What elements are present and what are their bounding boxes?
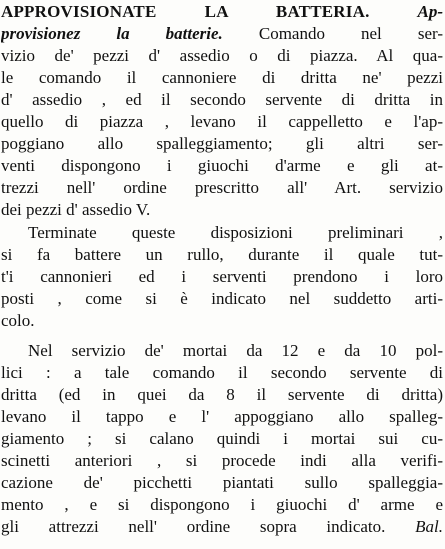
text-line: dritta (ed in quei da 8 il servente di dritta) xyxy=(1,385,443,404)
heading-caps: APPROVISIONATE LA BATTERIA. xyxy=(1,2,370,21)
text-line: le comando il cannoniere di dritta ne' pezzi xyxy=(1,68,443,87)
text-line: t'i cannonieri ed i serventi prendono i loro xyxy=(1,267,443,286)
text-line: poggiano allo spalleggiamento; gli altri ser- xyxy=(1,134,443,153)
text-line: mento , e si dispongono i giuochi d' arme e xyxy=(1,495,443,514)
french-term: provisionez la batterie. xyxy=(1,24,223,43)
text-line: d' assedio , ed il secondo servente di dritta in xyxy=(1,90,443,109)
text-line: cazione de' picchetti piantati sullo spalleggia- xyxy=(1,473,443,492)
text-line: scinetti anteriori , si procede indi alla verifi- xyxy=(1,451,443,470)
heading-italic: Ap- xyxy=(417,2,443,21)
text-line: vizio de' pezzi d' assedio o di piazza. Al qua- xyxy=(1,46,443,65)
text-line: dei pezzi d' assedio V. xyxy=(1,200,151,219)
text-line: venti dispongono i giuochi d'arme e gli at- xyxy=(1,156,443,175)
text-line: colo. xyxy=(1,311,35,330)
text-line: giamento ; si calano quindi i mortai sui cu- xyxy=(1,429,443,448)
text-line: Nel servizio de' mortai da 12 e da 10 pol- xyxy=(28,341,443,360)
text-line: provisionez la batterie. Comando nel ser- xyxy=(1,24,443,43)
text-line: gli attrezzi nell' ordine sopra indicato. Bal. xyxy=(1,517,443,536)
section-heading xyxy=(1,1,443,23)
italic-continuation: Bal. xyxy=(385,517,443,536)
text-line: lici : a tale comando il secondo servente di xyxy=(1,363,443,382)
text-line: trezzi nell' ordine prescritto all' Art. servizio xyxy=(1,178,443,197)
text-line: Terminate queste disposizioni preliminari , xyxy=(28,223,443,242)
text-line: quello di piazza , levano il cappelletto e l'ap- xyxy=(1,112,443,131)
text-line: si fa battere un rullo, durante il quale tut- xyxy=(1,245,443,264)
text-line: levano il tappo e l' appoggiano allo spalleg- xyxy=(1,407,443,426)
text-line: posti , come si è indicato nel suddetto arti- xyxy=(1,289,443,308)
